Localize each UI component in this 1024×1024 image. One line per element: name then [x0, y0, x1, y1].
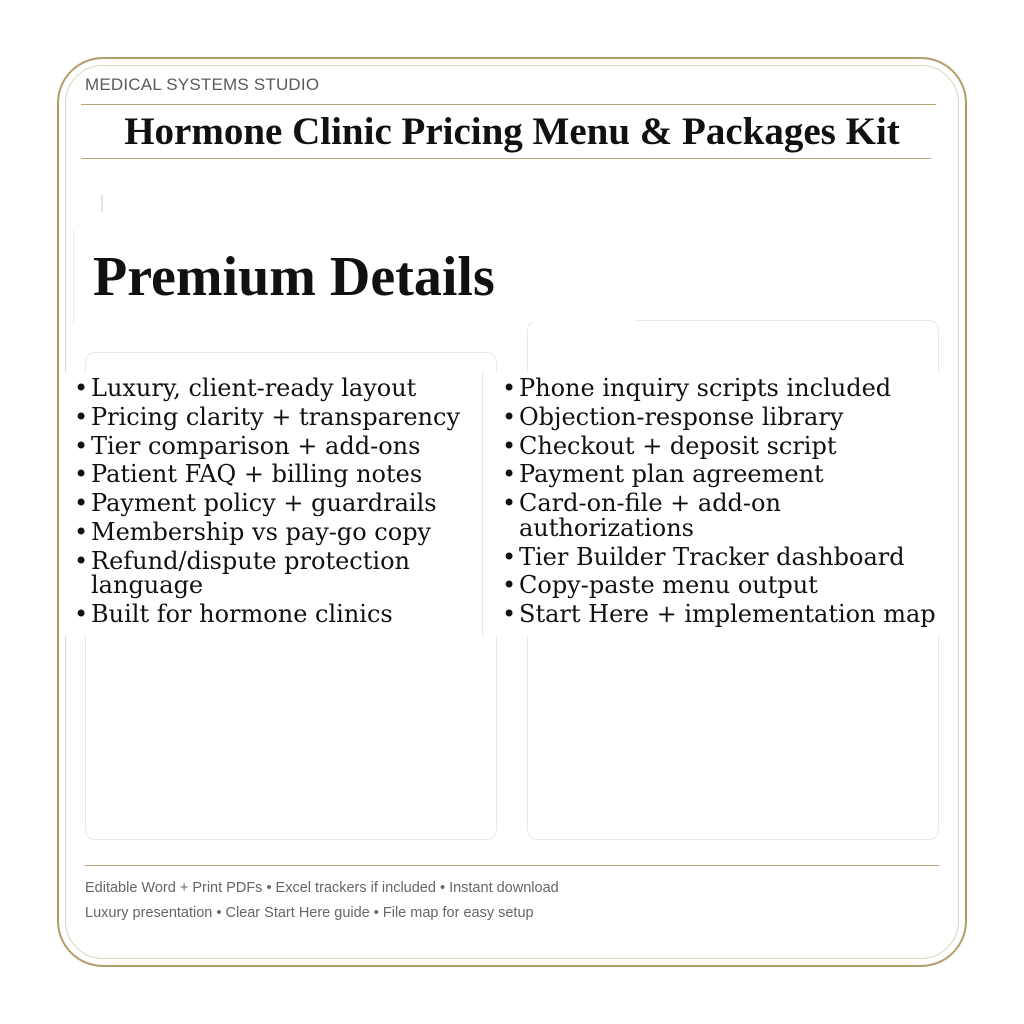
feature-item [483, 573, 940, 598]
feature-list-right-panel [482, 372, 940, 636]
decorative-divider [101, 195, 103, 212]
feature-item-text: Membership vs pay-go copy [91, 517, 432, 546]
footer-line-2: Luxury presentation • Clear Start Here guide • File map for easy setup [85, 905, 534, 921]
feature-list-right [483, 372, 940, 627]
feature-item [63, 517, 480, 546]
feature-item-text: Phone inquiry scripts included [519, 374, 892, 402]
feature-item [483, 602, 940, 627]
footer-line-1: Editable Word + Print PDFs • Excel trackers if included • Instant download [85, 880, 559, 896]
feature-item [483, 542, 940, 571]
page-title: Hormone Clinic Pricing Menu & Packages Kit [124, 110, 900, 153]
feature-item [483, 376, 940, 401]
feature-item [63, 462, 480, 487]
feature-item [63, 402, 480, 431]
feature-item [483, 402, 940, 431]
feature-item-text: Card-on-file + add-on [519, 489, 781, 518]
feature-item-text: Tier Builder Tracker dashboard [519, 542, 905, 571]
feature-item [63, 546, 480, 600]
header-rule-top [81, 104, 936, 105]
feature-item [483, 431, 940, 460]
feature-item-text: Tier comparison + add-ons [91, 431, 421, 460]
feature-item [63, 431, 480, 460]
feature-item-text: authorizations [519, 513, 694, 542]
footer-rule [85, 865, 939, 866]
section-heading: Premium Details [85, 232, 635, 322]
feature-item-text: Objection-response library [519, 402, 844, 431]
feature-item [483, 462, 940, 487]
feature-item-text: language [91, 571, 204, 600]
feature-list-left-panel [63, 372, 480, 636]
feature-item-text: Checkout + deposit script [519, 431, 837, 460]
feature-item [63, 376, 480, 401]
brand-name: MEDICAL SYSTEMS STUDIO [85, 75, 320, 94]
feature-item-text: Payment plan agreement [519, 460, 824, 489]
feature-item-text: Luxury, client-ready layout [91, 374, 417, 402]
feature-item-text: Start Here + implementation map [519, 600, 936, 629]
feature-item-text: Built for hormone clinics [91, 600, 393, 629]
feature-item-text: Patient FAQ + billing notes [91, 460, 423, 489]
feature-item [483, 491, 940, 540]
feature-item-text: Pricing clarity + transparency [91, 402, 461, 431]
feature-item-text: Payment policy + guardrails [91, 489, 437, 518]
header-rule-bottom [81, 158, 931, 159]
feature-item-text: Refund/dispute protection [91, 546, 410, 575]
feature-item [63, 602, 480, 627]
feature-item-text: Copy-paste menu output [519, 571, 818, 600]
decorative-divider [73, 230, 74, 325]
feature-list-left [63, 372, 480, 627]
feature-item [63, 491, 480, 516]
